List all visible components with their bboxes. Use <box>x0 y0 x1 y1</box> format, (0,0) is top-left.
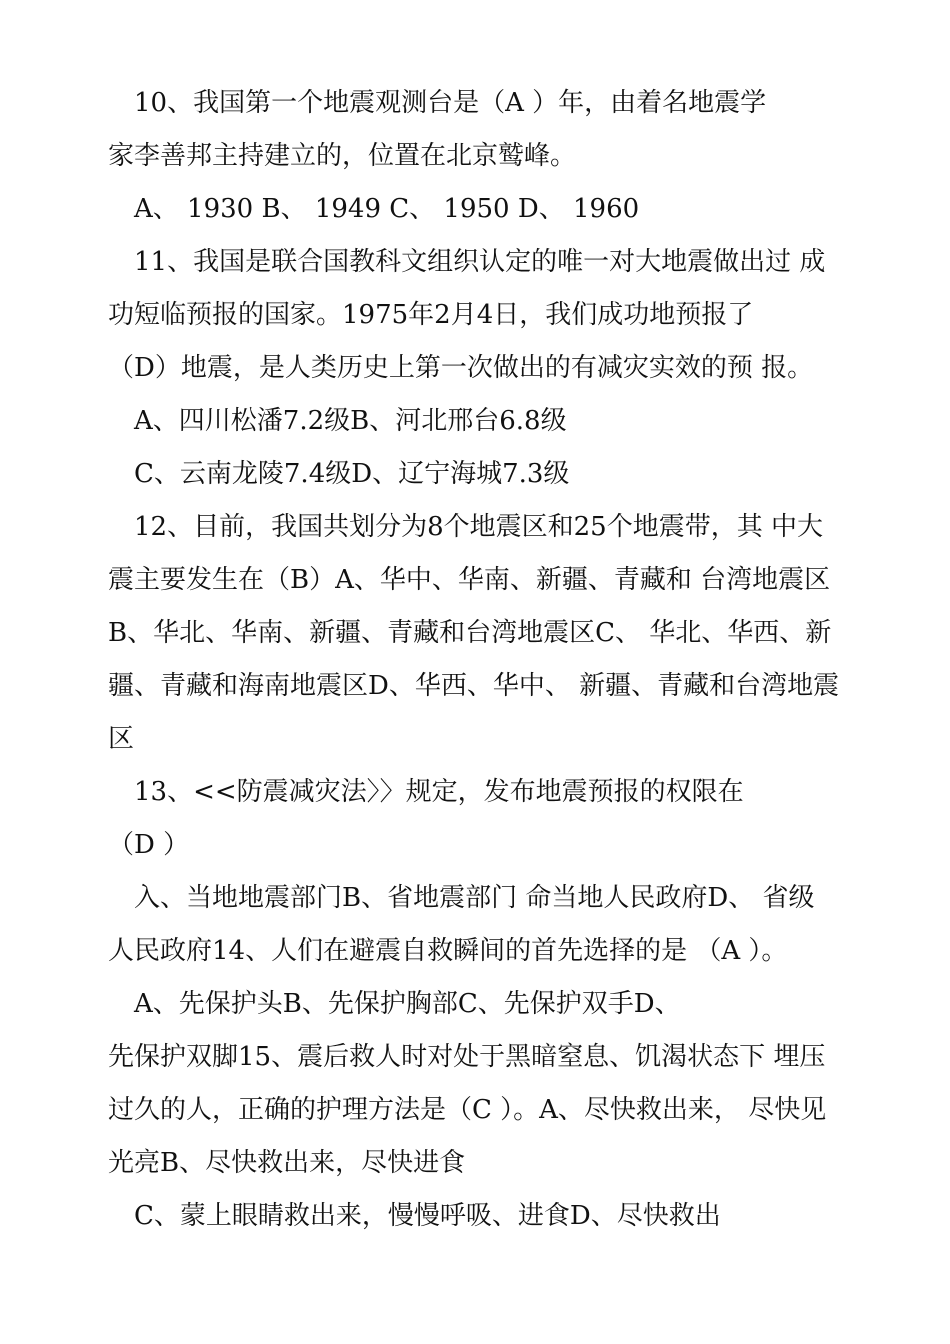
text-line: B、华北、华南、新疆、青藏和台湾地震区C、 华北、华西、新 <box>108 618 832 648</box>
text-line: C、蒙上眼睛救出来，慢慢呼吸、进食D、尽快救出 <box>108 1201 721 1231</box>
text-line: 家李善邦主持建立的，位置在北京鹫峰。 <box>108 141 577 171</box>
text-line: 10、我国第一个地震观测台是（A ）年，由着名地震学 <box>108 88 767 118</box>
text-line: 12、目前，我国共划分为8个地震区和25个地震带，其 中大 <box>108 512 823 542</box>
text-line: 人民政府14、人们在避震自救瞬间的首先选择的是 （A ）。 <box>108 936 788 966</box>
text-line: A、四川松潘7.2级B、河北邢台6.8级 <box>108 406 567 436</box>
text-line: A、先保护头B、先保护胸部C、先保护双手D、 <box>108 989 681 1019</box>
text-line: （D）地震，是人类历史上第一次做出的有减灾实效的预 报。 <box>108 353 814 383</box>
text-line: 疆、青藏和海南地震区D、华西、华中、 新疆、青藏和台湾地震 <box>108 671 840 701</box>
text-line: 11、我国是联合国教科文组织认定的唯一对大地震做出过 成 <box>108 247 826 277</box>
text-line: 13、<<防震减灾法〉〉规定，发布地震预报的权限在 <box>108 777 744 807</box>
text-line: 功短临预报的国家。1975年2月4日，我们成功地预报了 <box>108 300 754 330</box>
text-line: 震主要发生在（B）A、华中、华南、新疆、青藏和 台湾地震区 <box>108 565 831 595</box>
text-line: A、 1930 B、 1949 C、 1950 D、 1960 <box>108 194 640 224</box>
text-line: 区 <box>108 724 135 754</box>
text-line: C、云南龙陵7.4级D、辽宁海城7.3级 <box>108 459 570 489</box>
text-line: 入、当地地震部门B、省地震部门 命当地人民政府D、 省级 <box>108 883 815 913</box>
text-line: 先保护双脚15、震后救人时对处于黑暗窒息、饥渴状态下 埋压 <box>108 1042 826 1072</box>
text-line: 光亮B、尽快救出来，尽快进食 <box>108 1148 466 1178</box>
text-line: 过久的人，正确的护理方法是（C ）。A、尽快救出来， 尽快见 <box>108 1095 827 1125</box>
text-line: （D ） <box>108 830 190 860</box>
